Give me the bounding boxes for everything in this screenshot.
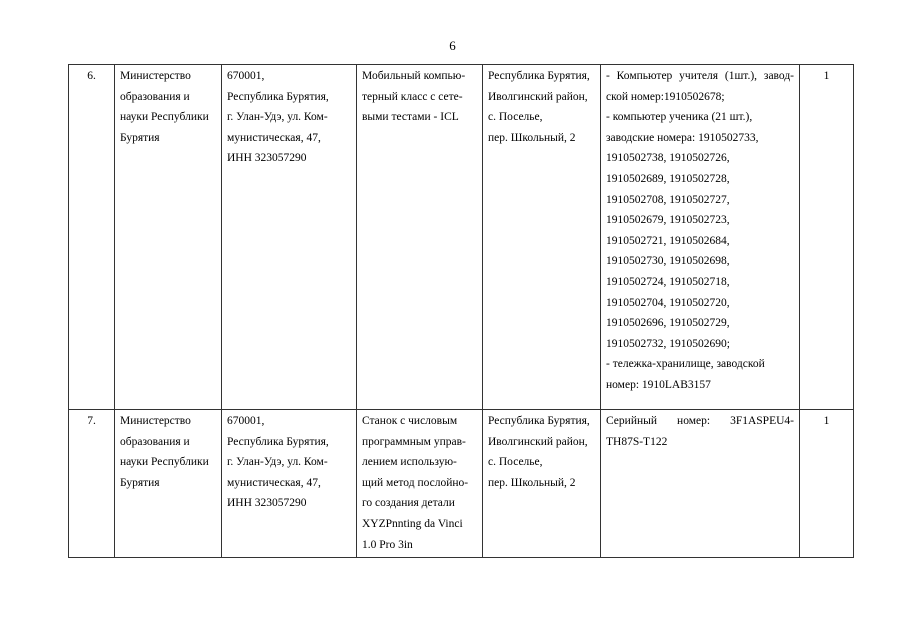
address-line: 670001, — [227, 415, 265, 427]
item-cell — [357, 410, 483, 558]
address-line: г. Улан-Удэ, ул. Ком- — [227, 456, 328, 469]
address-line: ИНН 323057290 — [227, 152, 307, 165]
address-line: Республика Бурятия, — [227, 435, 329, 448]
owner-line: Бурятия — [120, 476, 160, 489]
owner-line: образования и — [120, 435, 190, 448]
address-cell — [222, 410, 357, 558]
owner-cell — [115, 410, 222, 558]
details-line: - тележка-хранилище, заводской — [606, 358, 765, 371]
owner-line: науки Республики — [120, 111, 209, 124]
item-cell — [357, 65, 483, 410]
details-line: 1910502696, 1910502729, — [606, 317, 730, 330]
details-line: - компьютер ученика (21 шт.), — [606, 111, 753, 124]
owner-cell — [115, 65, 222, 410]
details-line: 1910502732, 1910502690; — [606, 337, 730, 350]
quantity-cell: 1 — [800, 65, 854, 410]
owner-line: образования и — [120, 90, 190, 103]
quantity-cell: 1 — [800, 410, 854, 558]
location-line: Иволгинский район, — [488, 435, 588, 448]
item-line: XYZPnnting da Vinci — [362, 517, 463, 530]
details-line: 1910502704, 1910502720, — [606, 296, 730, 309]
location-line: пер. Школьный, 2 — [488, 476, 576, 489]
item-line: лением использую- — [362, 456, 457, 469]
address-line: Республика Бурятия, — [227, 90, 329, 103]
location-line: пер. Школьный, 2 — [488, 131, 576, 144]
item-line: го создания детали — [362, 497, 455, 510]
location-cell — [483, 65, 601, 410]
item-line: Мобильный компью- — [362, 70, 466, 82]
details-line: 1910502679, 1910502723, — [606, 214, 730, 227]
item-line: щий метод послойно- — [362, 476, 469, 489]
location-line: с. Поселье, — [488, 111, 543, 124]
details-line: номер: 1910LAB3157 — [606, 378, 711, 391]
address-line: ИНН 323057290 — [227, 497, 307, 510]
address-cell — [222, 65, 357, 410]
location-line: с. Поселье, — [488, 456, 543, 469]
location-cell — [483, 410, 601, 558]
owner-line: Бурятия — [120, 131, 160, 144]
location-line: Республика Бурятия, — [488, 415, 590, 427]
table-row — [69, 410, 854, 558]
row-number: 6. — [69, 65, 115, 410]
owner-line: Министерство — [120, 70, 191, 82]
item-line: программным управ- — [362, 435, 466, 448]
location-line: Иволгинский район, — [488, 90, 588, 103]
details-cell — [601, 410, 800, 558]
location-line: Республика Бурятия, — [488, 70, 590, 82]
details-line: 1910502724, 1910502718, — [606, 275, 730, 288]
owner-line: науки Республики — [120, 456, 209, 469]
table-row — [69, 65, 854, 410]
address-line: г. Улан-Удэ, ул. Ком- — [227, 111, 328, 124]
details-line: 1910502689, 1910502728, — [606, 172, 730, 185]
owner-line: Министерство — [120, 415, 191, 427]
details-line: ской номер:1910502678; — [606, 90, 725, 103]
details-line: заводские номера: 1910502733, — [606, 131, 759, 144]
item-line: Станок с числовым — [362, 415, 458, 427]
details-cell — [601, 65, 800, 410]
details-line: 1910502730, 1910502698, — [606, 255, 730, 268]
details-line: TH87S-T122 — [606, 435, 668, 448]
item-line: терный класс с сете- — [362, 90, 463, 103]
row-number: 7. — [69, 410, 115, 558]
details-line: Серийный номер: 3F1ASPEU4- — [606, 415, 794, 427]
details-line: - Компьютер учителя (1шт.), завод- — [606, 70, 794, 82]
address-line: 670001, — [227, 70, 265, 82]
address-line: мунистическая, 47, — [227, 131, 321, 144]
details-line: 1910502738, 1910502726, — [606, 152, 730, 165]
address-line: мунистическая, 47, — [227, 476, 321, 489]
page-number: 6 — [449, 38, 456, 53]
details-line: 1910502721, 1910502684, — [606, 234, 730, 247]
item-line: 1.0 Pro 3in — [362, 538, 413, 551]
item-line: выми тестами - ICL — [362, 111, 459, 124]
property-table — [68, 64, 854, 558]
details-line: 1910502708, 1910502727, — [606, 193, 730, 206]
